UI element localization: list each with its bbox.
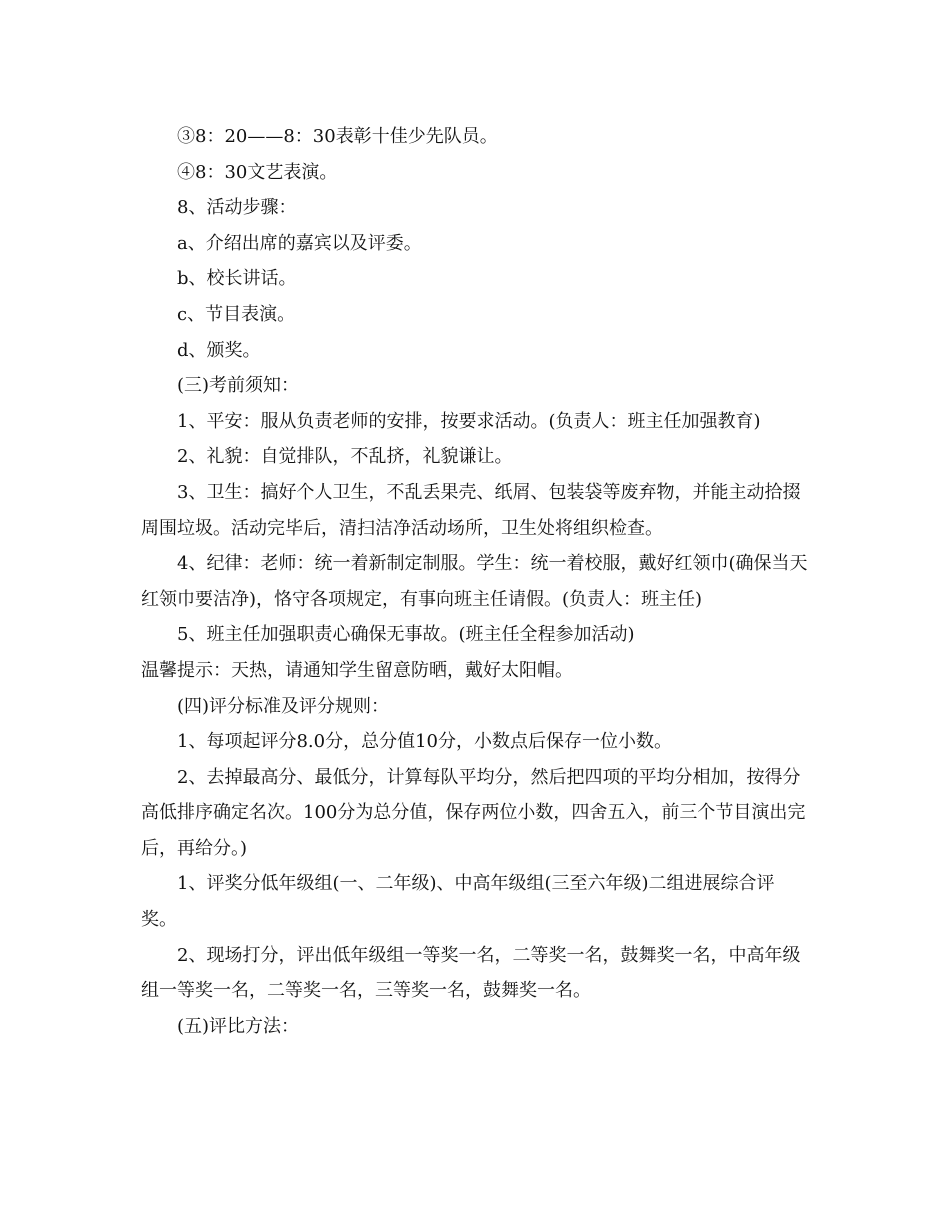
step-b: b、校长讲话。 [177,268,297,290]
notice-courtesy: 2、礼貌：自觉排队，不乱挤，礼貌谦让。 [177,446,513,468]
warm-tip: 温馨提示：天热，请通知学生留意防晒，戴好太阳帽。 [141,659,573,681]
section-5-heading: (五)评比方法： [177,1015,300,1037]
schedule-item-3: ③8：20——8：30表彰十佳少先队员。 [177,126,498,147]
document-body [141,119,809,1044]
step-a: a、介绍出席的嘉宾以及评委。 [177,232,422,254]
award-rule-2: 2、现场打分，评出低年级组一等奖一名，二等奖一名，鼓舞奖一名，中高年级组一等奖一名，二等奖一名，三等奖一名，鼓舞奖一名。 [141,944,801,1002]
step-d: d、颁奖。 [177,339,261,361]
schedule-item-4: ④8：30文艺表演。 [177,161,338,183]
section-4-heading: (四)评分标准及评分规则： [177,695,390,717]
notice-discipline: 4、纪律：老师：统一着新制定制服。学生：统一着校服，戴好红领巾(确保当天红领巾要洁净)，恪守各项规定，有事向班主任请假。(负责人：班主任) [141,553,808,610]
scoring-rule-2: 2、去掉最高分、最低分，计算每队平均分，然后把四项的平均分相加，按得分高低排序确定名次。100分为总分值，保存两位小数，四舍五入，前三个节目演出完后，再给分。) [141,766,806,859]
step-c: c、节目表演。 [177,303,296,325]
notice-hygiene: 3、卫生：搞好个人卫生，不乱丢果壳、纸屑、包装袋等废弃物，并能主动拾掇周围垃圾。活动完毕后，清扫洁净活动场所，卫生处将组织检查。 [141,481,801,539]
activity-steps-heading: 8、活动步骤： [177,197,297,219]
notice-responsibility: 5、班主任加强职责心确保无事故。(班主任全程参加活动) [177,624,635,646]
award-rule-1: 1、评奖分低年级组(一、二年级)、中高年级组(三至六年级)二组进展综合评奖。 [141,873,775,931]
notice-safety: 1、平安：服从负责老师的安排，按要求活动。(负责人：班主任加强教育) [177,410,761,432]
scoring-rule-1: 1、每项起评分8.0分，总分值10分，小数点后保存一位小数。 [177,731,672,753]
section-3-heading: (三)考前须知： [177,375,300,397]
